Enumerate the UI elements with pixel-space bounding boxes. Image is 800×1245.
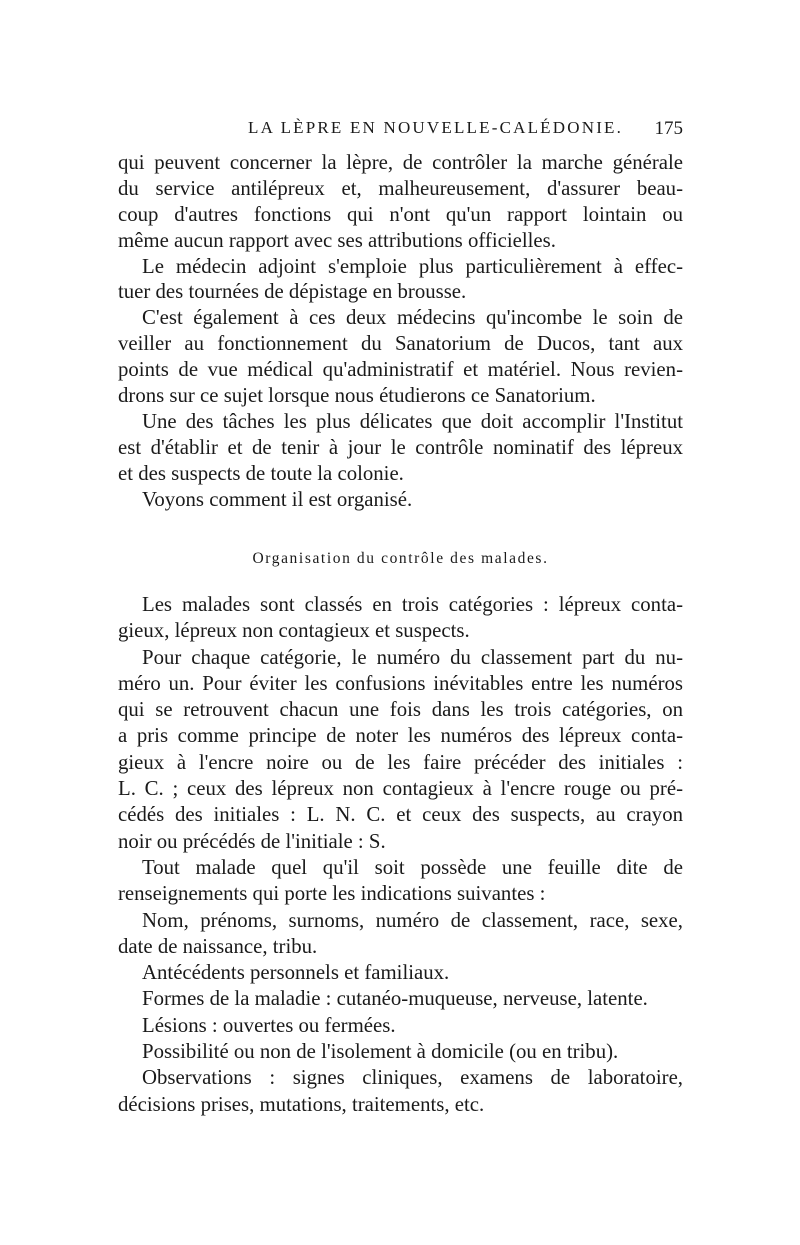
text-line: Observations : signes cliniques, examens de laboratoire,	[142, 1066, 683, 1090]
text-line: Le médecin adjoint s'emploie plus particulièrement à effec-	[142, 254, 683, 278]
text-line: décisions prises, mutations, traitements, etc.	[118, 1092, 485, 1116]
text-line: date de naissance, tribu.	[118, 934, 318, 958]
text-line: Lésions : ouvertes ou fermées.	[142, 1013, 396, 1037]
text-line: Les malades sont classés en trois catégories : lépreux conta-	[142, 593, 683, 616]
text-line: renseignements qui porte les indications suivantes :	[118, 882, 546, 906]
text-line: méro un. Pour éviter les confusions inévitables entre les numéros	[118, 671, 683, 695]
text-line: Possibilité ou non de l'isolement à domicile (ou en tribu).	[142, 1040, 619, 1064]
text-line: Une des tâches les plus délicates que doit accomplir l'Institut	[142, 409, 683, 433]
text-line: tuer des tournées de dépistage en brousse.	[118, 280, 467, 304]
running-head	[118, 118, 683, 144]
running-title: LA LÈPRE EN NOUVELLE-CALÉDONIE.	[248, 118, 624, 137]
text-line: C'est également à ces deux médecins qu'incombe le soin de	[142, 306, 683, 330]
text-line: Tout malade quel qu'il soit possède une feuille dite de	[142, 855, 683, 879]
page-number: 175	[654, 118, 683, 139]
text-line: est d'établir et de tenir à jour le contrôle nominatif des lépreux	[118, 435, 683, 459]
section-two	[118, 592, 683, 1118]
text-line: même aucun rapport avec ses attributions officielles.	[118, 228, 556, 252]
text-line: Nom, prénoms, surnoms, numéro de classement, race, sexe,	[142, 908, 683, 932]
text-line: L. C. ; ceux des lépreux non contagieux à l'encre rouge ou pré-	[118, 777, 683, 801]
text-line: veiller au fonctionnement du Sanatorium de Ducos, tant aux	[118, 332, 683, 356]
text-line: et des suspects de toute la colonie.	[118, 461, 404, 485]
text-line: coup d'autres fonctions qui n'ont qu'un rapport lointain ou	[118, 202, 683, 226]
text-line: noir ou précédés de l'initiale : S.	[118, 829, 386, 853]
text-line: du service antilépreux et, malheureusement, d'assurer beau-	[118, 176, 683, 200]
text-line: gieux à l'encre noire ou de les faire précéder des initiales :	[118, 750, 683, 774]
text-line: cédés des initiales : L. N. C. et ceux des suspects, au crayon	[118, 803, 683, 827]
text-line: Formes de la maladie : cutanéo-muqueuse, nerveuse, latente.	[142, 987, 648, 1011]
section-one	[118, 150, 683, 512]
text-line: Antécédents personnels et familiaux.	[142, 961, 450, 985]
text-line: gieux, lépreux non contagieux et suspects.	[118, 619, 470, 643]
text-line: a pris comme principe de noter les numéros des lépreux conta-	[118, 724, 683, 748]
section-heading: Organisation du contrôle des malades.	[252, 550, 549, 567]
text-line: Voyons comment il est organisé.	[142, 487, 413, 511]
text-line: points de vue médical qu'administratif et matériel. Nous revien-	[118, 358, 683, 382]
text-line: drons sur ce sujet lorsque nous étudierons ce Sanatorium.	[118, 384, 596, 408]
text-line: qui peuvent concerner la lèpre, de contrôler la marche générale	[118, 151, 683, 174]
text-line: qui se retrouvent chacun une fois dans les trois catégories, on	[118, 698, 683, 722]
text-line: Pour chaque catégorie, le numéro du classement part du nu-	[142, 645, 683, 669]
